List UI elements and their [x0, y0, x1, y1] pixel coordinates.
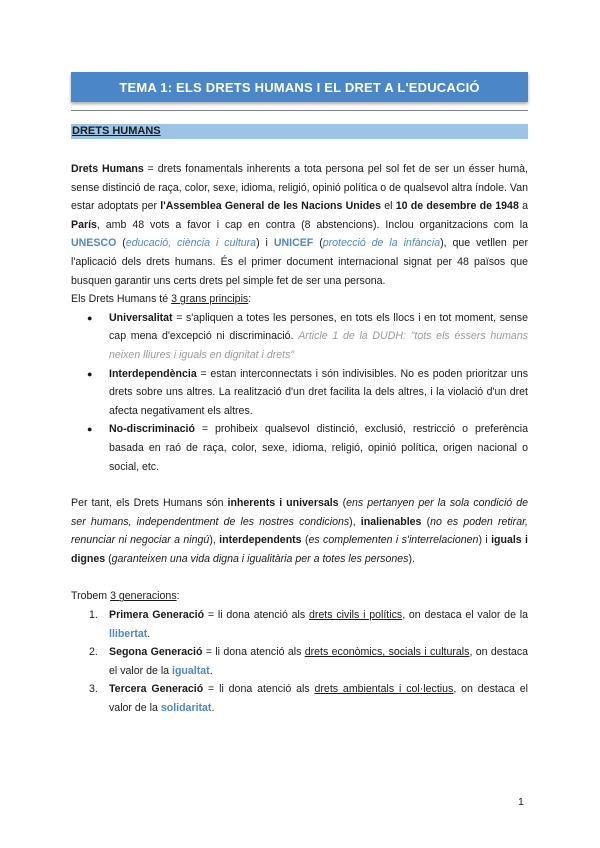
- generations-link: 3 generacions: [110, 590, 177, 603]
- principle-term: Interdependència: [109, 367, 197, 380]
- principles-list: [71, 309, 528, 476]
- intro-date: 10 de desembre de 1948: [395, 200, 519, 213]
- generations-list: [71, 606, 528, 718]
- generation-value: igualtat: [172, 664, 210, 677]
- intro-city: París: [71, 218, 97, 231]
- generation-value: llibertat: [109, 627, 148, 640]
- generation-term: Primera Generació: [109, 609, 205, 622]
- unicef-label: UNICEF: [273, 237, 314, 250]
- list-item: ● No-discriminació = prohibeix qualsevol distinció, exclusió, restricció o preferència basada en raó de raça, color, sexe, idioma, religió, opinió política, origen nacional o social, etc.: [109, 420, 528, 476]
- list-item: 1. Primera Generació = li dona atenció als drets civils i polítics, on destaca el valor de la llibertat.: [89, 609, 528, 640]
- principle-note: Article 1 de la DUDH: "tots els éssers humans neixen lliures i iguals en dignitat i drets": [109, 330, 529, 361]
- section-heading: [71, 124, 528, 139]
- principles-link: 3 grans principis: [171, 293, 249, 306]
- generation-term: Segona Generació: [109, 646, 203, 659]
- unesco-description: educació, ciència i cultura: [125, 237, 257, 250]
- generation-term: Tercera Generació: [109, 683, 204, 696]
- generation-rights: drets ambientals i col·lectius: [314, 683, 454, 696]
- intro-assembly: l'Assemblea General de les Nacions Unides: [160, 200, 381, 213]
- generations-lead: Trobem 3 generacions:: [71, 590, 180, 603]
- generation-rights: drets econòmics, socials i culturals: [304, 646, 470, 659]
- principles-lead: Els Drets Humans té 3 grans principis:: [71, 293, 252, 306]
- title-divider: [71, 110, 528, 111]
- list-item: 3. Tercera Generació = li dona atenció als drets ambientals i col·lectius, on destaca el valor de la solidaritat.: [89, 683, 529, 715]
- intro-paragraph: Drets Humans = drets fonamentals inherents a tota persona pel sol fet de ser un ésser humà, sense distinció de raça, color, sexe, idioma, religió, opinió política o de qualsevol altra índole. Van estar adoptats per l'Assemblea General de les Nacions Unides el 10 de desembre de 1948 a París, amb 48 vots a favor i cap en contra (8 abstencions). Inclou organitzacions com la UNESCO (educació, ciència i cultura) i UNICEF (protecció de la infància), que vetllen per l'aplicació dels drets humans. És el primer document internacional signat per 48 països que busquen garantir uns certs drets pel simple fet de ser una persona.: [71, 163, 528, 287]
- page-title: TEMA 1: ELS DRETS HUMANS I EL DRET A L'EDUCACIÓ: [71, 72, 528, 102]
- list-item: 2. Segona Generació = li dona atenció als drets econòmics, socials i culturals, on destaca el valor de la igualtat.: [89, 646, 529, 677]
- unesco-label: UNESCO: [71, 237, 117, 250]
- list-item: ● Interdependència = estan interconnectats i són indivisibles. No es poden prioritzar uns drets sobre uns altres. La realització d'un dret facilita la dels altres, i la violació d'un dret afecta negativament els altres.: [109, 365, 528, 421]
- summary-paragraph: Per tant, els Drets Humans són inherents i universals (ens pertanyen per la sola condició de ser humans, independentment de les nostres condicions), inalienables (no es poden retirar, renunciar ni negociar a ningú), interdependents (es complementen i s'interrelacionen) i iguals i dignes (garanteixen una vida digna i igualitària per a totes les persones).: [71, 497, 528, 565]
- principle-term: No-discriminació: [109, 423, 195, 436]
- list-item: ● Universalitat = s'apliquen a totes les persones, en tots els llocs i en tot moment, sense cap mena d'excepció ni discriminació. Article 1 de la DUDH: "tots els éssers humans neixen lliures i iguals en dignitat i drets": [109, 309, 528, 365]
- document-body: [71, 160, 528, 718]
- section-heading-text: DRETS HUMANS: [72, 125, 161, 137]
- generation-rights: drets civils i polítics: [308, 609, 403, 622]
- unicef-description: protecció de la infància: [322, 237, 441, 250]
- generation-value: solidaritat: [160, 702, 212, 715]
- intro-term: Drets Humans: [71, 163, 144, 175]
- page-number: 1: [518, 796, 524, 808]
- principle-term: Universalitat: [109, 311, 173, 324]
